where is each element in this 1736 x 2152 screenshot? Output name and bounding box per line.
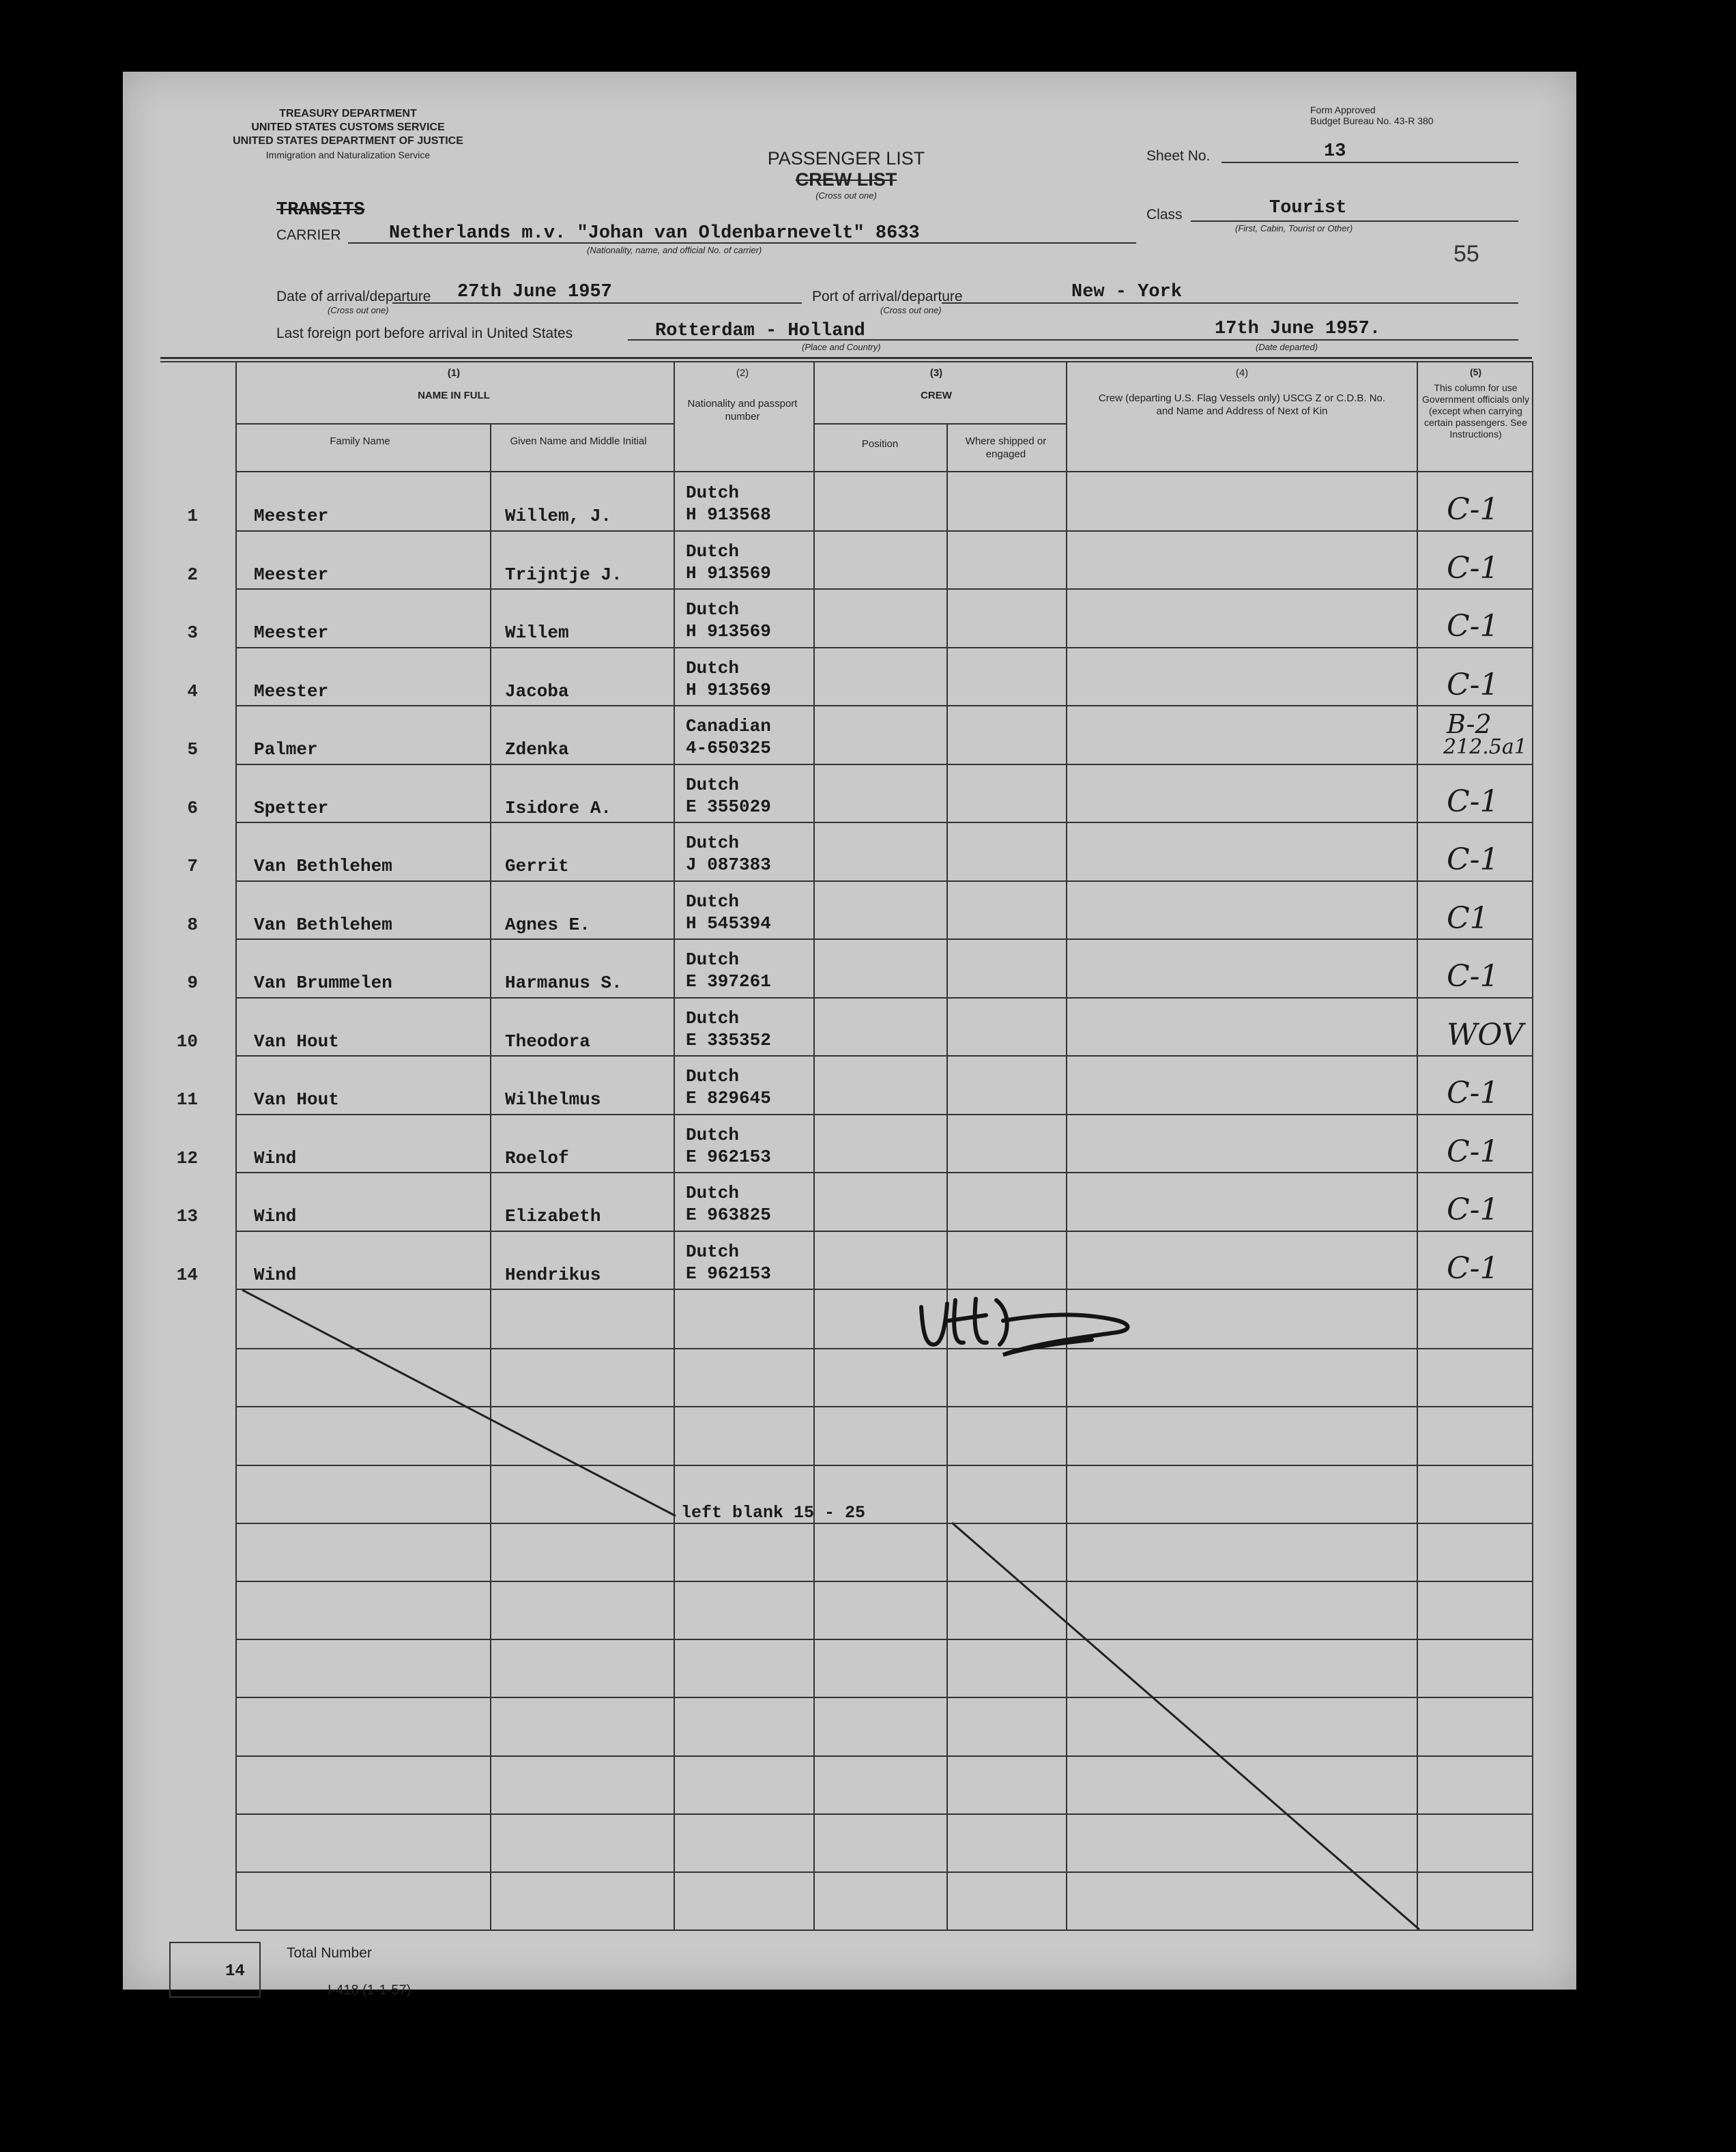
row-number: 6 <box>187 797 198 818</box>
given-name: Elizabeth <box>505 1206 601 1226</box>
nationality: Dutch <box>686 774 740 795</box>
official-code: C-1 <box>1447 550 1499 586</box>
sheet-value: 13 <box>1324 141 1346 162</box>
passport-number: H 913569 <box>686 679 771 700</box>
form-approved-line-1: Form Approved <box>1310 104 1376 115</box>
given-name: Theodora <box>505 1031 590 1052</box>
given-name: Harmanus S. <box>505 973 622 993</box>
col-2-number: (2) <box>736 367 749 379</box>
family-name: Meester <box>254 680 329 702</box>
arrival-value: 27th June 1957 <box>457 282 612 302</box>
family-name: Wind <box>254 1264 297 1285</box>
class-label: Class <box>1146 207 1183 223</box>
nationality: Dutch <box>686 1007 740 1029</box>
form-number: I-418 (1-1-57) <box>328 1983 411 1998</box>
nationality: Dutch <box>686 1124 740 1145</box>
given-name-header: Given Name and Middle Initial <box>510 435 647 447</box>
port-note: (Cross out one) <box>880 305 942 315</box>
official-code: C-1 <box>1447 784 1499 819</box>
page-number: 55 <box>1453 241 1479 267</box>
total-label: Total Number <box>287 1945 372 1961</box>
family-name: Wind <box>254 1147 297 1168</box>
agency-line-3: UNITED STATES DEPARTMENT OF JUSTICE <box>233 135 463 147</box>
official-code: C-1 <box>1447 1134 1499 1169</box>
given-name: Isidore A. <box>505 797 612 818</box>
official-code: C-1 <box>1447 959 1499 994</box>
col-5-number: (5) <box>1469 367 1482 377</box>
arrival-label: Date of arrival/departure <box>276 289 431 304</box>
passport-number: E 335352 <box>686 1029 771 1050</box>
given-name: Willem <box>505 622 569 643</box>
col-1-number: (1) <box>447 367 461 379</box>
row-number: 7 <box>187 856 198 876</box>
given-name: Willem, J. <box>505 506 612 526</box>
port-label: Port of arrival/departure <box>812 289 963 304</box>
passport-number: E 355029 <box>686 796 771 817</box>
family-name: Van Bethlehem <box>254 856 392 876</box>
nationality: Dutch <box>686 599 740 620</box>
col-3-title: CREW <box>921 390 952 401</box>
col-4-number: (4) <box>1235 367 1249 379</box>
given-name: Jacoba <box>505 680 569 702</box>
title-crew: CREW LIST <box>795 169 897 190</box>
last-port-date-note: (Date departed) <box>1256 342 1318 352</box>
given-name: Trijntje J. <box>505 564 622 585</box>
row-number: 5 <box>187 739 198 760</box>
nationality: Dutch <box>686 657 740 678</box>
official-code: C1 <box>1447 900 1489 936</box>
col-3-number: (3) <box>929 367 943 379</box>
given-name: Gerrit <box>505 856 569 876</box>
row-number: 12 <box>176 1147 198 1168</box>
official-code: C-1 <box>1447 1250 1499 1286</box>
nationality: Dutch <box>686 833 740 853</box>
row-number: 14 <box>176 1264 198 1285</box>
carrier-value: Netherlands m.v. "Johan van Oldenbarnevelt" 8633 <box>389 223 920 244</box>
given-name: Hendrikus <box>505 1264 601 1285</box>
passport-number: E 397261 <box>686 971 771 992</box>
nationality: Dutch <box>686 949 740 970</box>
passport-number: E 962153 <box>686 1146 771 1167</box>
passport-number: H 545394 <box>686 913 771 934</box>
given-name: Agnes E. <box>505 914 590 935</box>
agency-line-1: TREASURY DEPARTMENT <box>279 108 417 119</box>
passport-number: E 962153 <box>686 1263 771 1284</box>
given-name: Wilhelmus <box>505 1089 601 1110</box>
passport-number: J 087383 <box>686 855 771 875</box>
passport-number: 4-650325 <box>686 738 771 758</box>
passport-number: H 913568 <box>686 504 771 525</box>
port-value: New - York <box>1071 282 1183 302</box>
official-code-2: 212.5a1 <box>1443 735 1527 759</box>
row-number: 4 <box>187 680 198 702</box>
left-blank-note: left blank 15 - 25 <box>681 1503 866 1523</box>
official-code: C-1 <box>1447 842 1499 877</box>
arrival-note: (Cross out one) <box>328 305 389 315</box>
row-number: 1 <box>187 506 198 526</box>
nationality: Dutch <box>686 891 740 912</box>
cancel-lines <box>123 72 1576 1990</box>
passport-number: H 913569 <box>686 621 771 642</box>
carrier-label: CARRIER <box>276 227 341 243</box>
nationality: Dutch <box>686 1241 740 1262</box>
title-note: (Cross out one) <box>815 190 877 201</box>
given-name: Roelof <box>505 1147 569 1168</box>
row-number: 10 <box>176 1031 198 1052</box>
position-header: Position <box>861 438 899 450</box>
row-number: 9 <box>187 973 198 993</box>
row-number: 3 <box>187 622 198 643</box>
col-4-title: Crew (departing U.S. Flag Vessels only) USCG Z or C.D.B. No. and Name and Address of Next of Kin <box>1098 392 1386 417</box>
row-number: 11 <box>176 1089 198 1110</box>
last-port-date: 17th June 1957. <box>1215 319 1381 339</box>
title-passenger: PASSENGER LIST <box>767 148 925 169</box>
agency-line-2: UNITED STATES CUSTOMS SERVICE <box>251 121 445 133</box>
nationality: Dutch <box>686 541 740 562</box>
family-name: Palmer <box>254 739 318 760</box>
official-code: C-1 <box>1447 492 1499 527</box>
family-name: Meester <box>254 564 329 585</box>
transits-label: TRANSITS <box>276 200 365 220</box>
last-port-label: Last foreign port before arrival in United States <box>276 326 573 341</box>
nationality: Dutch <box>686 483 740 503</box>
carrier-note: (Nationality, name, and official No. of carrier) <box>587 245 762 255</box>
sheet-label: Sheet No. <box>1146 148 1211 164</box>
family-name: Van Brummelen <box>254 973 392 993</box>
family-name: Spetter <box>254 797 329 818</box>
family-name: Van Hout <box>254 1031 339 1052</box>
family-name: Meester <box>254 622 329 643</box>
nationality: Dutch <box>686 1066 740 1087</box>
class-note: (First, Cabin, Tourist or Other) <box>1235 223 1353 233</box>
family-name: Van Hout <box>254 1089 339 1110</box>
family-name: Van Bethlehem <box>254 914 392 935</box>
document-page <box>123 72 1576 1998</box>
last-port-value: Rotterdam - Holland <box>655 321 865 341</box>
family-name: Meester <box>254 506 329 526</box>
row-number: 8 <box>187 914 198 935</box>
total-box <box>169 1942 261 1998</box>
class-value: Tourist <box>1269 198 1347 218</box>
last-port-note: (Place and Country) <box>802 342 881 352</box>
passport-number: H 913569 <box>686 562 771 584</box>
row-number: 2 <box>187 564 198 585</box>
form-approved-line-2: Budget Bureau No. 43-R 380 <box>1310 115 1434 126</box>
col-5-title: This column for use Government officials only (except when carrying certain passengers. See Instructions) <box>1422 382 1529 440</box>
shipped-header: Where shipped or engaged <box>965 435 1047 460</box>
col-1-title: NAME IN FULL <box>418 390 490 401</box>
official-code: C-1 <box>1447 609 1499 644</box>
official-code: B-2 <box>1447 709 1492 739</box>
family-name-header: Family Name <box>330 435 390 447</box>
given-name: Zdenka <box>505 739 569 760</box>
agency-line-4: Immigration and Naturalization Service <box>265 149 431 160</box>
passport-number: E 963825 <box>686 1205 771 1225</box>
family-name: Wind <box>254 1206 297 1226</box>
official-code: C-1 <box>1447 667 1499 702</box>
nationality: Canadian <box>686 716 771 736</box>
row-number: 13 <box>176 1206 198 1226</box>
col-2-title: Nationality and passport number <box>687 398 798 422</box>
official-code: C-1 <box>1447 1192 1499 1227</box>
total-value: 14 <box>225 1962 245 1981</box>
official-code: C-1 <box>1447 1076 1499 1110</box>
official-code: WOV <box>1447 1017 1524 1052</box>
nationality: Dutch <box>686 1183 740 1203</box>
passport-number: E 829645 <box>686 1088 771 1108</box>
